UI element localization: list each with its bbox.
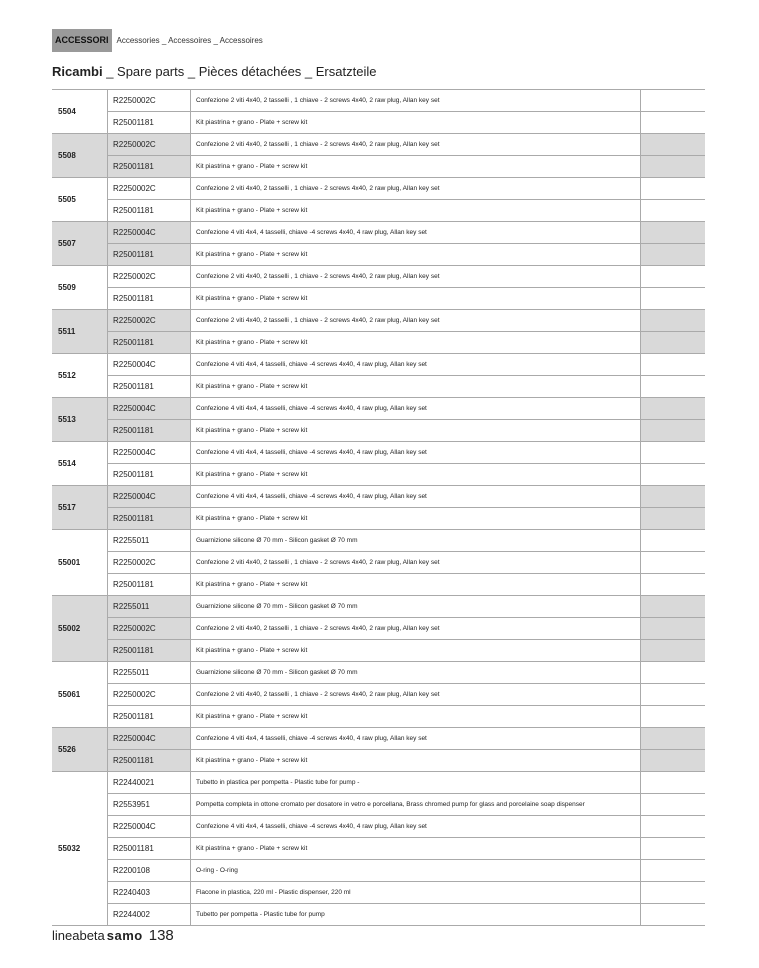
empty-cell — [641, 134, 705, 155]
product-group — [52, 354, 705, 398]
brand-lineabeta: lineabeta — [52, 928, 105, 943]
part-code: R2255011 — [108, 596, 191, 617]
part-code: R2250002C — [108, 310, 191, 331]
part-code: R25001181 — [108, 288, 191, 309]
product-group — [52, 90, 705, 134]
table-row — [108, 310, 705, 332]
part-code: R25001181 — [108, 838, 191, 859]
empty-cell — [641, 530, 705, 551]
table-row — [108, 662, 705, 684]
model-number: 55061 — [52, 662, 108, 727]
model-number: 5512 — [52, 354, 108, 397]
empty-cell — [641, 662, 705, 683]
part-description: Kit piastrina + grano - Plate + screw kit — [191, 464, 641, 485]
page-title-rest: _ Spare parts _ Pièces détachées _ Ersatzteile — [102, 64, 377, 79]
part-description: Confezione 4 viti 4x4, 4 tasselli, chiave -4 screws 4x40, 4 raw plug, Allan key set — [191, 398, 641, 419]
model-number: 5511 — [52, 310, 108, 353]
product-group — [52, 134, 705, 178]
page-title — [52, 64, 376, 79]
empty-cell — [641, 178, 705, 199]
empty-cell — [641, 838, 705, 859]
product-group — [52, 222, 705, 266]
table-row — [108, 882, 705, 904]
part-description: Confezione 4 viti 4x4, 4 tasselli, chiave -4 screws 4x40, 4 raw plug, Allan key set — [191, 222, 641, 243]
empty-cell — [641, 156, 705, 177]
part-code: R25001181 — [108, 706, 191, 727]
empty-cell — [641, 904, 705, 925]
part-code: R2250002C — [108, 90, 191, 111]
part-description: Guarnizione silicone Ø 70 mm - Silicon gasket Ø 70 mm — [191, 596, 641, 617]
empty-cell — [641, 882, 705, 903]
part-code: R2250004C — [108, 816, 191, 837]
model-number: 55032 — [52, 772, 108, 925]
part-description: Confezione 4 viti 4x4, 4 tasselli, chiave -4 screws 4x40, 4 raw plug, Allan key set — [191, 816, 641, 837]
part-description: Confezione 2 viti 4x40, 2 tasselli , 1 chiave - 2 screws 4x40, 2 raw plug, Allan key set — [191, 552, 641, 573]
part-code: R25001181 — [108, 574, 191, 595]
table-row — [108, 530, 705, 552]
part-description: Kit piastrina + grano - Plate + screw kit — [191, 508, 641, 529]
model-number: 5514 — [52, 442, 108, 485]
empty-cell — [641, 354, 705, 375]
model-number: 5507 — [52, 222, 108, 265]
empty-cell — [641, 772, 705, 793]
part-code: R2250004C — [108, 354, 191, 375]
spare-parts-table — [52, 89, 705, 926]
empty-cell — [641, 288, 705, 309]
part-code: R2255011 — [108, 662, 191, 683]
empty-cell — [641, 794, 705, 815]
table-row — [108, 354, 705, 376]
empty-cell — [641, 706, 705, 727]
part-description: Flacone in plastica, 220 ml - Plastic dispenser, 220 ml — [191, 882, 641, 903]
part-code: R2250002C — [108, 552, 191, 573]
part-code: R2250002C — [108, 266, 191, 287]
part-description: Confezione 4 viti 4x4, 4 tasselli, chiave -4 screws 4x40, 4 raw plug, Allan key set — [191, 442, 641, 463]
product-group — [52, 662, 705, 728]
table-row — [108, 684, 705, 706]
part-description: Pompetta completa in ottone cromato per dosatore in vetro e porcellana, Brass chromed pump for glass and porcelaine soap dispenser — [191, 794, 641, 815]
empty-cell — [641, 750, 705, 771]
section-tag: ACCESSORI — [52, 29, 112, 52]
empty-cell — [641, 574, 705, 595]
part-code: R25001181 — [108, 420, 191, 441]
part-description: Kit piastrina + grano - Plate + screw kit — [191, 112, 641, 133]
part-code: R25001181 — [108, 112, 191, 133]
part-description: Kit piastrina + grano - Plate + screw kit — [191, 750, 641, 771]
empty-cell — [641, 728, 705, 749]
part-code: R2244002 — [108, 904, 191, 925]
table-row — [108, 574, 705, 595]
part-code: R22440021 — [108, 772, 191, 793]
model-number: 5513 — [52, 398, 108, 441]
table-row — [108, 222, 705, 244]
part-code: R25001181 — [108, 640, 191, 661]
product-group — [52, 310, 705, 354]
model-number: 5509 — [52, 266, 108, 309]
empty-cell — [641, 640, 705, 661]
table-row — [108, 904, 705, 925]
section-header — [52, 29, 263, 52]
product-group — [52, 728, 705, 772]
table-row — [108, 552, 705, 574]
page-title-bold: Ricambi — [52, 64, 103, 79]
table-row — [108, 706, 705, 727]
part-description: Confezione 2 viti 4x40, 2 tasselli , 1 chiave - 2 screws 4x40, 2 raw plug, Allan key set — [191, 178, 641, 199]
part-code: R2255011 — [108, 530, 191, 551]
part-code: R2250002C — [108, 684, 191, 705]
part-description: Confezione 2 viti 4x40, 2 tasselli , 1 chiave - 2 screws 4x40, 2 raw plug, Allan key set — [191, 134, 641, 155]
empty-cell — [641, 420, 705, 441]
product-group — [52, 530, 705, 596]
product-group — [52, 772, 705, 926]
page-number: 138 — [148, 927, 174, 944]
table-row — [108, 376, 705, 397]
table-row — [108, 90, 705, 112]
table-row — [108, 838, 705, 860]
part-code: R25001181 — [108, 464, 191, 485]
part-description: O-ring - O-ring — [191, 860, 641, 881]
empty-cell — [641, 310, 705, 331]
part-description: Guarnizione silicone Ø 70 mm - Silicon gasket Ø 70 mm — [191, 662, 641, 683]
part-description: Kit piastrina + grano - Plate + screw kit — [191, 156, 641, 177]
empty-cell — [641, 618, 705, 639]
empty-cell — [641, 90, 705, 111]
table-row — [108, 442, 705, 464]
part-code: R2250004C — [108, 442, 191, 463]
table-row — [108, 860, 705, 882]
table-row — [108, 200, 705, 221]
empty-cell — [641, 464, 705, 485]
part-description: Kit piastrina + grano - Plate + screw kit — [191, 838, 641, 859]
part-code: R25001181 — [108, 200, 191, 221]
empty-cell — [641, 552, 705, 573]
part-description: Confezione 4 viti 4x4, 4 tasselli, chiave -4 screws 4x40, 4 raw plug, Allan key set — [191, 486, 641, 507]
part-code: R2250004C — [108, 728, 191, 749]
empty-cell — [641, 508, 705, 529]
part-description: Confezione 4 viti 4x4, 4 tasselli, chiave -4 screws 4x40, 4 raw plug, Allan key set — [191, 728, 641, 749]
empty-cell — [641, 222, 705, 243]
model-number: 5504 — [52, 90, 108, 133]
empty-cell — [641, 442, 705, 463]
part-description: Kit piastrina + grano - Plate + screw kit — [191, 640, 641, 661]
empty-cell — [641, 684, 705, 705]
empty-cell — [641, 266, 705, 287]
part-description: Kit piastrina + grano - Plate + screw kit — [191, 200, 641, 221]
part-description: Tubetto in plastica per pompetta - Plastic tube for pump - — [191, 772, 641, 793]
empty-cell — [641, 816, 705, 837]
part-code: R25001181 — [108, 332, 191, 353]
part-code: R25001181 — [108, 508, 191, 529]
table-row — [108, 794, 705, 816]
part-code: R25001181 — [108, 376, 191, 397]
product-group — [52, 486, 705, 530]
part-description: Kit piastrina + grano - Plate + screw kit — [191, 376, 641, 397]
empty-cell — [641, 596, 705, 617]
table-row — [108, 420, 705, 441]
empty-cell — [641, 332, 705, 353]
table-row — [108, 156, 705, 177]
part-code: R2250004C — [108, 486, 191, 507]
part-description: Tubetto per pompetta - Plastic tube for pump — [191, 904, 641, 925]
part-code: R2553951 — [108, 794, 191, 815]
part-code: R25001181 — [108, 156, 191, 177]
model-number: 5526 — [52, 728, 108, 771]
product-group — [52, 398, 705, 442]
part-description: Kit piastrina + grano - Plate + screw kit — [191, 288, 641, 309]
empty-cell — [641, 398, 705, 419]
part-code: R2250004C — [108, 398, 191, 419]
table-row — [108, 618, 705, 640]
model-number: 55002 — [52, 596, 108, 661]
table-row — [108, 244, 705, 265]
empty-cell — [641, 376, 705, 397]
table-row — [108, 772, 705, 794]
table-row — [108, 332, 705, 353]
part-code: R2250002C — [108, 178, 191, 199]
section-subtitle: Accessories _ Accessoires _ Accessoires — [116, 36, 263, 45]
part-description: Confezione 2 viti 4x40, 2 tasselli , 1 chiave - 2 screws 4x40, 2 raw plug, Allan key set — [191, 266, 641, 287]
table-row — [108, 112, 705, 133]
product-group — [52, 442, 705, 486]
table-row — [108, 486, 705, 508]
empty-cell — [641, 486, 705, 507]
table-row — [108, 398, 705, 420]
table-row — [108, 508, 705, 529]
part-description: Kit piastrina + grano - Plate + screw kit — [191, 332, 641, 353]
model-number: 55001 — [52, 530, 108, 595]
table-row — [108, 816, 705, 838]
part-description: Kit piastrina + grano - Plate + screw kit — [191, 574, 641, 595]
empty-cell — [641, 200, 705, 221]
empty-cell — [641, 112, 705, 133]
table-row — [108, 464, 705, 485]
table-row — [108, 134, 705, 156]
product-group — [52, 596, 705, 662]
model-number: 5517 — [52, 486, 108, 529]
empty-cell — [641, 860, 705, 881]
table-row — [108, 728, 705, 750]
empty-cell — [641, 244, 705, 265]
part-description: Kit piastrina + grano - Plate + screw kit — [191, 706, 641, 727]
part-code: R2240403 — [108, 882, 191, 903]
part-description: Confezione 2 viti 4x40, 2 tasselli , 1 chiave - 2 screws 4x40, 2 raw plug, Allan key set — [191, 310, 641, 331]
part-code: R2250002C — [108, 618, 191, 639]
part-code: R2250002C — [108, 134, 191, 155]
table-row — [108, 640, 705, 661]
part-description: Kit piastrina + grano - Plate + screw kit — [191, 420, 641, 441]
part-description: Guarnizione silicone Ø 70 mm - Silicon gasket Ø 70 mm — [191, 530, 641, 551]
model-number: 5505 — [52, 178, 108, 221]
part-description: Confezione 2 viti 4x40, 2 tasselli , 1 chiave - 2 screws 4x40, 2 raw plug, Allan key set — [191, 684, 641, 705]
page-footer — [52, 927, 174, 944]
part-code: R2250004C — [108, 222, 191, 243]
table-row — [108, 596, 705, 618]
part-code: R25001181 — [108, 244, 191, 265]
part-code: R2200108 — [108, 860, 191, 881]
product-group — [52, 178, 705, 222]
part-description: Confezione 2 viti 4x40, 2 tasselli , 1 chiave - 2 screws 4x40, 2 raw plug, Allan key set — [191, 90, 641, 111]
table-row — [108, 288, 705, 309]
brand-samo: samo — [106, 928, 143, 943]
part-description: Confezione 4 viti 4x4, 4 tasselli, chiave -4 screws 4x40, 4 raw plug, Allan key set — [191, 354, 641, 375]
part-code: R25001181 — [108, 750, 191, 771]
part-description: Kit piastrina + grano - Plate + screw kit — [191, 244, 641, 265]
product-group — [52, 266, 705, 310]
part-description: Confezione 2 viti 4x40, 2 tasselli , 1 chiave - 2 screws 4x40, 2 raw plug, Allan key set — [191, 618, 641, 639]
model-number: 5508 — [52, 134, 108, 177]
table-row — [108, 750, 705, 771]
table-row — [108, 266, 705, 288]
table-row — [108, 178, 705, 200]
